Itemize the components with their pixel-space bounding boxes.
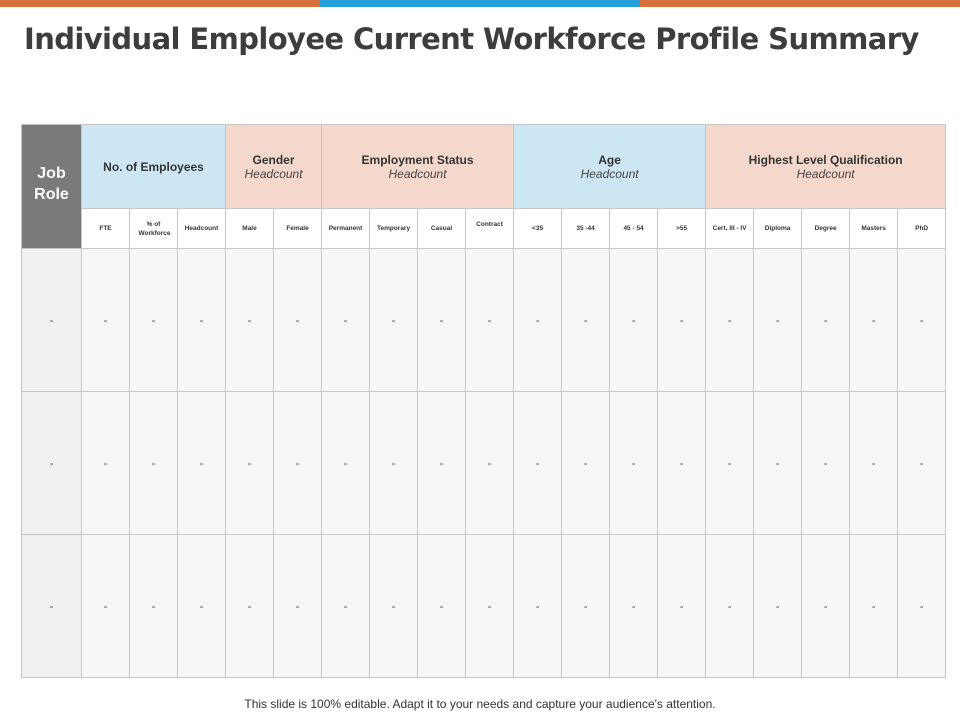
table-cell: - [466,392,514,535]
table-cell: - [562,535,610,678]
table-cell: - [178,392,226,535]
table-cell: - [754,392,802,535]
job-role-cell: - [22,392,82,535]
col-header-fte: FTE [82,209,130,249]
table-cell: - [802,392,850,535]
col-header-diploma: Diploma [754,209,802,249]
col-header-age-under-35: <35 [514,209,562,249]
age-group-title: Age [598,152,621,167]
gender-group-title: Gender [252,152,295,167]
table-cell: - [754,535,802,678]
table-cell: - [514,392,562,535]
table-cell: - [802,249,850,392]
gender-group-header [226,125,322,209]
job-role-header [22,125,82,249]
table-cell: - [610,249,658,392]
table-cell: - [130,249,178,392]
employment-group-subtitle: Headcount [388,166,447,181]
table-cell: - [850,392,898,535]
table-cell: - [82,392,130,535]
age-group-subtitle: Headcount [580,166,639,181]
slide-title: Individual Employee Current Workforce Profile Summary [24,22,919,56]
accent-bar-right [640,0,960,7]
table-cell: - [466,249,514,392]
column-header-row [22,209,946,249]
table-cell: - [802,535,850,678]
table-cell: - [898,249,946,392]
table-cell: - [610,392,658,535]
table-cell: - [466,535,514,678]
job-role-label: Job Role [34,165,69,203]
table-row [22,249,946,392]
table-cell: - [898,535,946,678]
table-cell: - [322,249,370,392]
table-cell: - [658,535,706,678]
qualification-group-title: Highest Level Qualification [748,152,903,167]
job-role-cell: - [22,249,82,392]
accent-bar-left [0,0,320,7]
table-cell: - [514,249,562,392]
table-cell: - [226,249,274,392]
table-cell: - [850,249,898,392]
job-role-cell: - [22,535,82,678]
col-header-masters: Masters [850,209,898,249]
col-header-female: Female [274,209,322,249]
table-cell: - [82,249,130,392]
table-cell: - [274,249,322,392]
col-header-headcount: Headcount [178,209,226,249]
table-cell: - [706,392,754,535]
table-cell: - [514,535,562,678]
table-cell: - [370,249,418,392]
col-header-cert: Cert. III - IV [706,209,754,249]
footer-note: This slide is 100% editable. Adapt it to your needs and capture your audience's attention. [244,697,716,711]
table-cell: - [898,392,946,535]
gender-group-subtitle: Headcount [244,166,303,181]
table-row [22,535,946,678]
table-cell: - [130,392,178,535]
table-cell: - [418,392,466,535]
table-body [22,249,946,678]
accent-bar [0,0,960,7]
col-header-casual: Casual [418,209,466,249]
col-header-phd: PhD [898,209,946,249]
employment-group-header [322,125,514,209]
table-cell: - [850,535,898,678]
table-row [22,392,946,535]
col-header-age-over-55: >55 [658,209,706,249]
employment-group-title: Employment Status [361,152,474,167]
table-cell: - [658,249,706,392]
table-cell: - [706,535,754,678]
col-header-degree: Degree [802,209,850,249]
table-cell: - [418,535,466,678]
accent-bar-middle [320,0,640,7]
table-cell: - [178,249,226,392]
col-header-male: Male [226,209,274,249]
table-cell: - [274,392,322,535]
table-cell: - [226,392,274,535]
qualification-group-header [706,125,946,209]
table-cell: - [610,535,658,678]
workforce-profile-table [21,124,946,678]
table-cell: - [322,392,370,535]
table-cell: - [562,249,610,392]
table-cell: - [658,392,706,535]
employees-group-title: No. of Employees [103,159,204,174]
table-cell: - [274,535,322,678]
col-header-permanent: Permanent [322,209,370,249]
table-cell: - [418,249,466,392]
age-group-header [514,125,706,209]
employees-group-header [82,125,226,209]
col-header-age-35-44: 35 -44 [562,209,610,249]
table-cell: - [178,535,226,678]
table-cell: - [130,535,178,678]
header-group-row [22,125,946,209]
table-cell: - [82,535,130,678]
table-cell: - [754,249,802,392]
qualification-group-subtitle: Headcount [796,166,855,181]
table-cell: - [370,392,418,535]
col-header-percent-workforce: % of Workforce [130,209,178,249]
table-cell: - [562,392,610,535]
table-cell: - [706,249,754,392]
table-cell: - [370,535,418,678]
col-header-temporary: Temporary [370,209,418,249]
table-cell: - [226,535,274,678]
table-cell: - [322,535,370,678]
col-header-contract: Contract [466,209,514,249]
col-header-age-45-54: 45 - 54 [610,209,658,249]
